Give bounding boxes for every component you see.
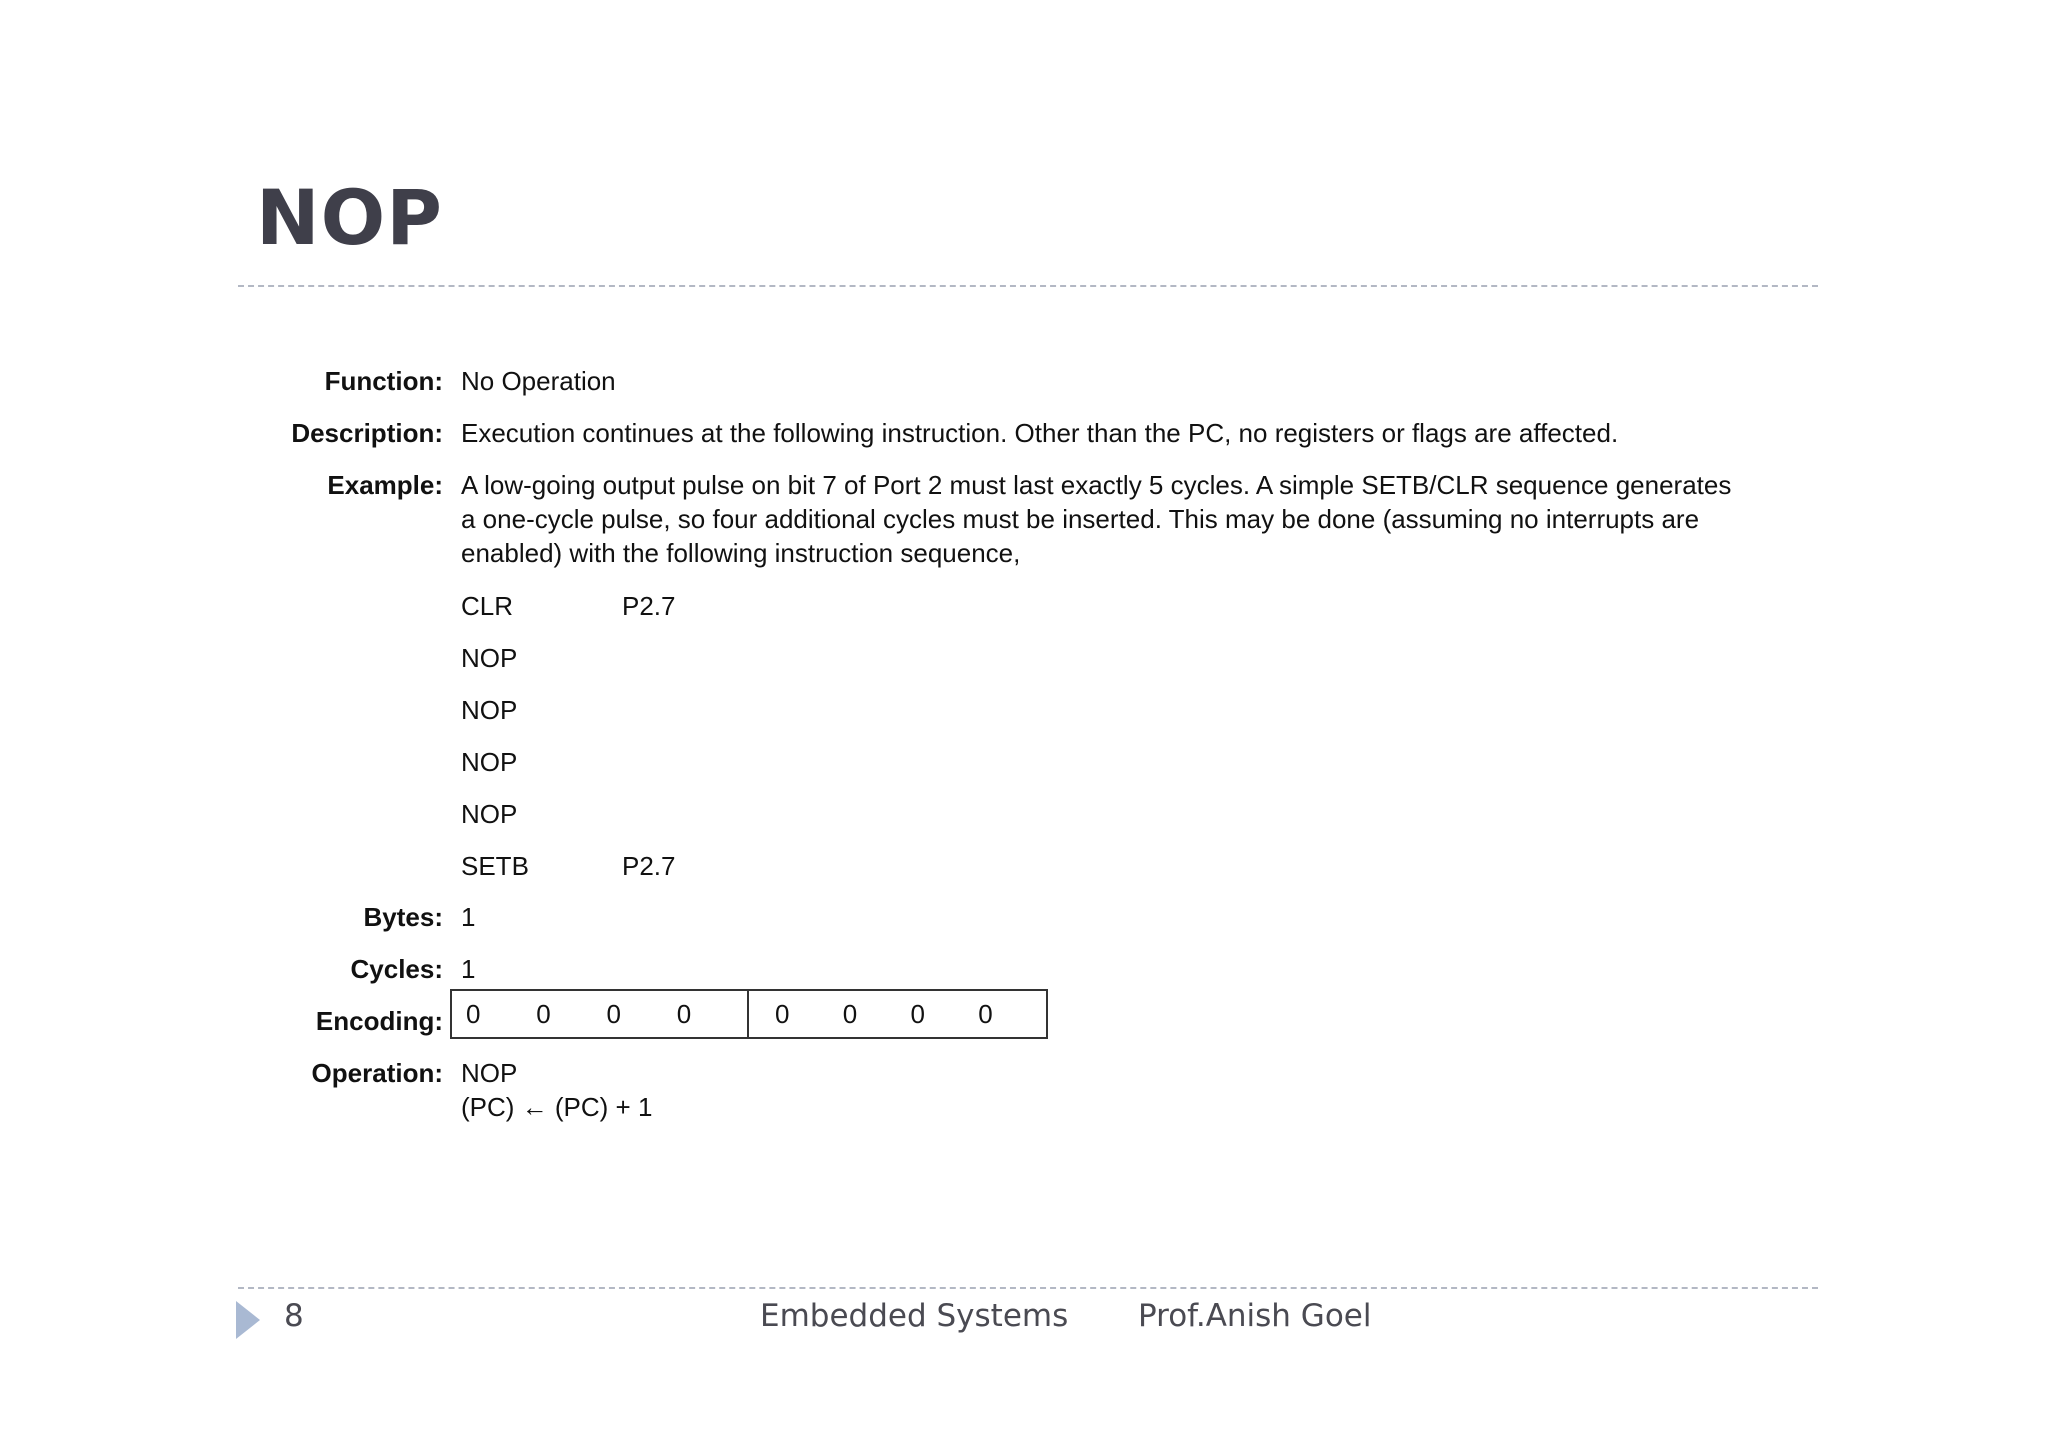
footer-divider: [238, 1287, 1818, 1289]
code-line: [461, 693, 622, 727]
encoding-box: [450, 989, 1048, 1039]
code-line: [461, 641, 622, 675]
function-label: Function:: [324, 366, 443, 396]
description-label: Description:: [291, 418, 443, 448]
encoding-bit: 0: [842, 998, 858, 1029]
bytes-value: 1: [461, 902, 476, 932]
example-line-1: A low-going output pulse on bit 7 of Port 2 must last exactly 5 cycles. A simple SETB/CLR sequence generates: [461, 470, 1732, 500]
encoding-low-nibble: [749, 991, 1046, 1037]
example-value: [461, 468, 1801, 570]
code-mnemonic: SETB: [461, 851, 529, 881]
code-operand: P2.7: [622, 591, 676, 621]
encoding-bit: 0: [775, 998, 790, 1029]
code-line: [461, 797, 622, 831]
code-line: [461, 745, 622, 779]
code-mnemonic: NOP: [461, 747, 518, 777]
code-line: [461, 589, 676, 623]
cycles-value: 1: [461, 954, 476, 984]
encoding-bit: 0: [606, 998, 621, 1029]
code-line: [461, 849, 676, 883]
encoding-bit: 0: [466, 998, 481, 1029]
example-line-2: a one-cycle pulse, so four additional cycles must be inserted. This may be done (assuming no interrupts are: [461, 504, 1700, 534]
code-mnemonic: NOP: [461, 799, 518, 829]
operation-label: Operation:: [311, 1058, 443, 1088]
title-divider: [238, 285, 1818, 287]
page-number: 8: [284, 1298, 304, 1334]
code-mnemonic: CLR: [461, 591, 514, 621]
footer-author: Prof.Anish Goel: [1138, 1298, 1372, 1334]
footer-course: Embedded Systems: [760, 1298, 1069, 1334]
encoding-high-nibble: [452, 991, 749, 1037]
triangle-bullet-icon: [236, 1301, 260, 1339]
encoding-bit: 0: [536, 998, 551, 1029]
operation-line-2: (PC) ← (PC) + 1: [461, 1092, 653, 1122]
encoding-bit: 0: [978, 998, 993, 1029]
encoding-bit: 0: [910, 998, 925, 1029]
cycles-label: Cycles:: [350, 954, 443, 984]
example-line-3: enabled) with the following instruction sequence,: [461, 538, 1021, 568]
operation-value: [461, 1056, 1801, 1124]
example-label: Example:: [327, 470, 443, 500]
code-mnemonic: NOP: [461, 695, 518, 725]
bytes-label: Bytes:: [363, 902, 443, 932]
operation-line-1: NOP: [461, 1058, 518, 1088]
code-mnemonic: NOP: [461, 643, 518, 673]
encoding-bit: 0: [676, 998, 692, 1029]
description-value: Execution continues at the following instruction. Other than the PC, no registers or flags are affected.: [461, 418, 1619, 448]
function-value: No Operation: [461, 366, 616, 396]
slide-title: NOP: [256, 173, 443, 262]
code-operand: P2.7: [622, 851, 676, 881]
encoding-label: Encoding:: [315, 1006, 443, 1036]
